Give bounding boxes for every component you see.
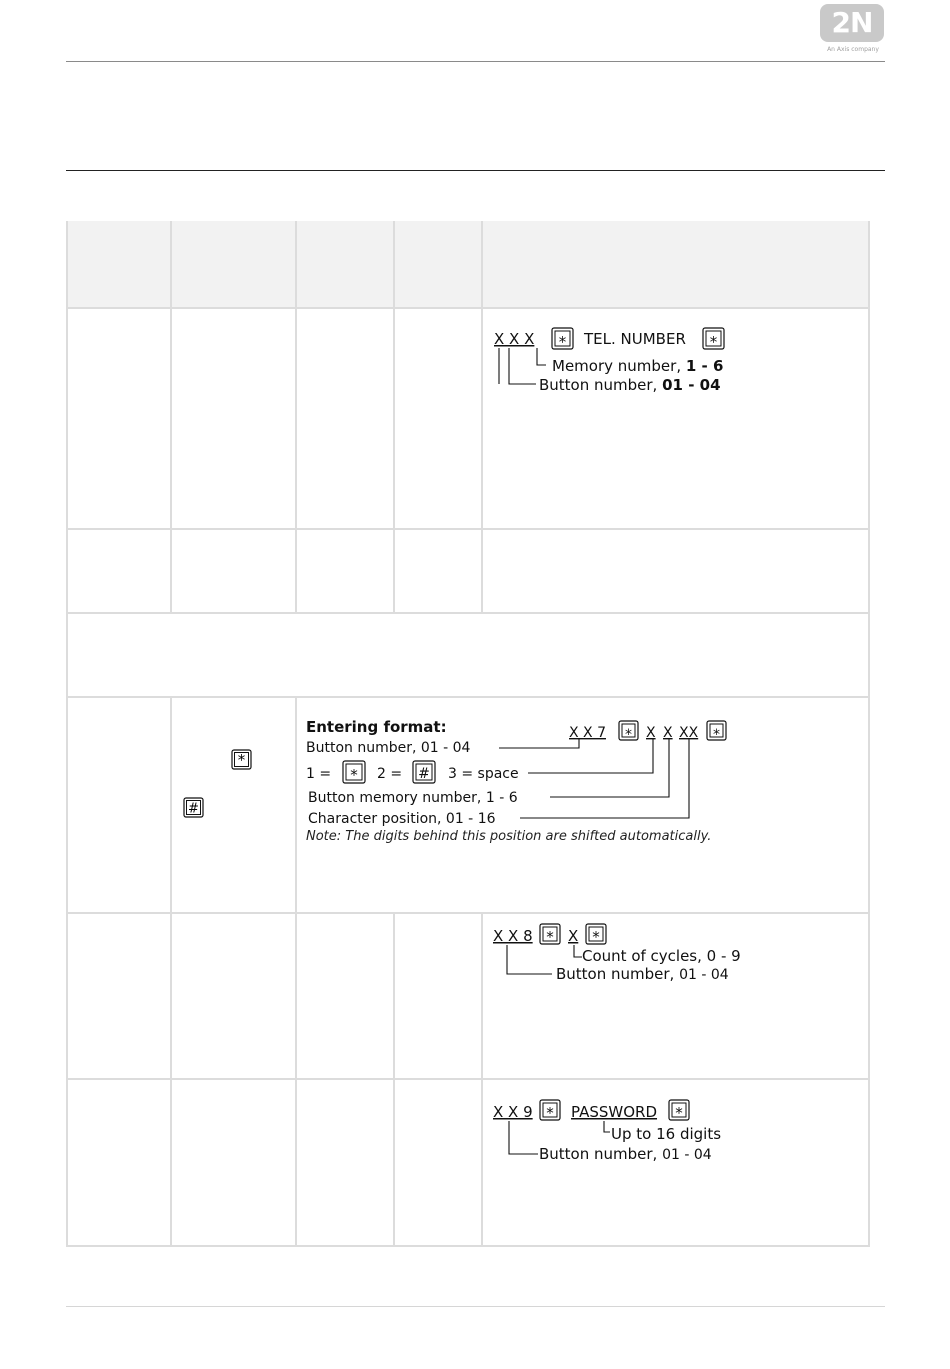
table-cell <box>295 914 297 1080</box>
table-cell <box>295 530 297 614</box>
count-of-cycles-label: Count of cycles, 0 - 9 <box>582 947 741 965</box>
format-diagram-entering <box>303 712 773 851</box>
hash-key-icon <box>413 761 435 783</box>
table-cell <box>481 1080 483 1247</box>
table-cell <box>393 530 395 614</box>
asterisk-key-icon <box>707 721 726 743</box>
table-cell <box>170 309 172 530</box>
tel-number-label: TEL. NUMBER <box>584 330 686 348</box>
format-position-digits: XX <box>679 725 699 741</box>
button-number-label: Button number, <box>556 965 680 983</box>
format-prefix: X X 8 <box>493 927 533 945</box>
svg-text:*: * <box>546 1104 554 1122</box>
format-cycles-digit: X <box>568 927 579 945</box>
format-prefix: X X 7 <box>569 725 606 741</box>
format-memory-digit: X <box>646 725 656 741</box>
svg-text:*: * <box>709 333 718 351</box>
asterisk-key-icon <box>231 749 253 775</box>
svg-text:*: * <box>237 751 246 769</box>
asterisk-key-icon <box>703 328 724 351</box>
password-digits-label: Up to 16 digits <box>611 1125 722 1143</box>
asterisk-key-icon <box>552 328 573 351</box>
button-number-label: Button number, <box>539 376 663 394</box>
table-header-row <box>68 221 868 307</box>
format-prefix: X X 9 <box>493 1103 533 1121</box>
svg-text:*: * <box>350 766 358 784</box>
header-cell-2 <box>170 221 172 307</box>
button-number-range: 01 - 04 <box>679 967 729 983</box>
table-cell <box>295 1080 297 1247</box>
button-number-range: 01 - 04 <box>662 1147 712 1163</box>
format-diagram-tel-number <box>490 322 790 406</box>
header-cell-5 <box>481 221 483 307</box>
format-diagram-password <box>490 1097 790 1171</box>
table-cell <box>170 530 172 614</box>
format-prefix: X X X <box>494 330 535 348</box>
svg-text:*: * <box>546 928 554 946</box>
entering-format-heading: Entering format: <box>306 718 447 736</box>
memory-number-label: Button memory number, 1 - 6 <box>308 790 518 806</box>
footer-divider <box>66 1306 885 1307</box>
logo-mark: 2N <box>820 4 884 42</box>
asterisk-key-icon <box>586 924 606 946</box>
svg-text:#: # <box>418 766 430 782</box>
svg-text:#: # <box>188 801 199 817</box>
table-cell <box>393 914 395 1080</box>
table-cell <box>170 698 172 914</box>
asterisk-key-icon <box>540 924 560 946</box>
svg-text:*: * <box>592 928 600 946</box>
hash-key-icon <box>183 797 205 823</box>
key-eq-1: 1 = <box>306 766 332 782</box>
table-cell <box>393 1080 395 1247</box>
asterisk-key-icon <box>343 761 365 784</box>
header-divider <box>66 61 885 62</box>
asterisk-key-icon <box>619 721 638 743</box>
svg-text:*: * <box>625 727 632 743</box>
table-row <box>68 528 868 614</box>
section-divider <box>66 170 885 171</box>
logo-tagline: An Axis company <box>827 46 879 53</box>
asterisk-key-icon <box>669 1100 689 1122</box>
svg-text:Memory number, 1 - 6 <box>552 357 723 375</box>
svg-text:Button number, 01 - 04 <box>556 965 729 983</box>
table-cell <box>170 914 172 1080</box>
svg-text:Button number, 01 - 04 <box>539 1145 712 1163</box>
svg-text:*: * <box>558 333 567 351</box>
key-eq-3: 3 = space <box>448 766 519 782</box>
header-cell-3 <box>295 221 297 307</box>
button-number-label: Button number, 01 - 04 <box>306 740 471 756</box>
table-row-span <box>68 612 868 698</box>
table-cell <box>295 698 297 914</box>
table-cell <box>481 914 483 1080</box>
svg-text:*: * <box>675 1104 683 1122</box>
button-number-range: 01 - 04 <box>662 376 721 394</box>
key-eq-2: 2 = <box>377 766 403 782</box>
format-diagram-cycles <box>490 921 790 995</box>
format-note: Note: The digits behind this position are shifted automatically. <box>306 829 712 844</box>
svg-text:Button number, 01 - 04 <box>539 376 721 394</box>
header-cell-4 <box>393 221 395 307</box>
memory-number-range: 1 - 6 <box>685 357 724 375</box>
table-cell <box>295 309 297 530</box>
svg-text:*: * <box>713 727 720 743</box>
table-cell <box>481 530 483 614</box>
table-cell <box>481 309 483 530</box>
table-cell <box>393 309 395 530</box>
password-label: PASSWORD <box>571 1103 658 1121</box>
asterisk-key-icon <box>540 1100 560 1122</box>
table-cell <box>170 1080 172 1247</box>
company-logo <box>820 4 886 56</box>
button-number-label: Button number, <box>539 1145 663 1163</box>
character-position-label: Character position, 01 - 16 <box>308 811 496 827</box>
memory-number-label: Memory number, <box>552 357 686 375</box>
format-position-digit: X <box>663 725 673 741</box>
